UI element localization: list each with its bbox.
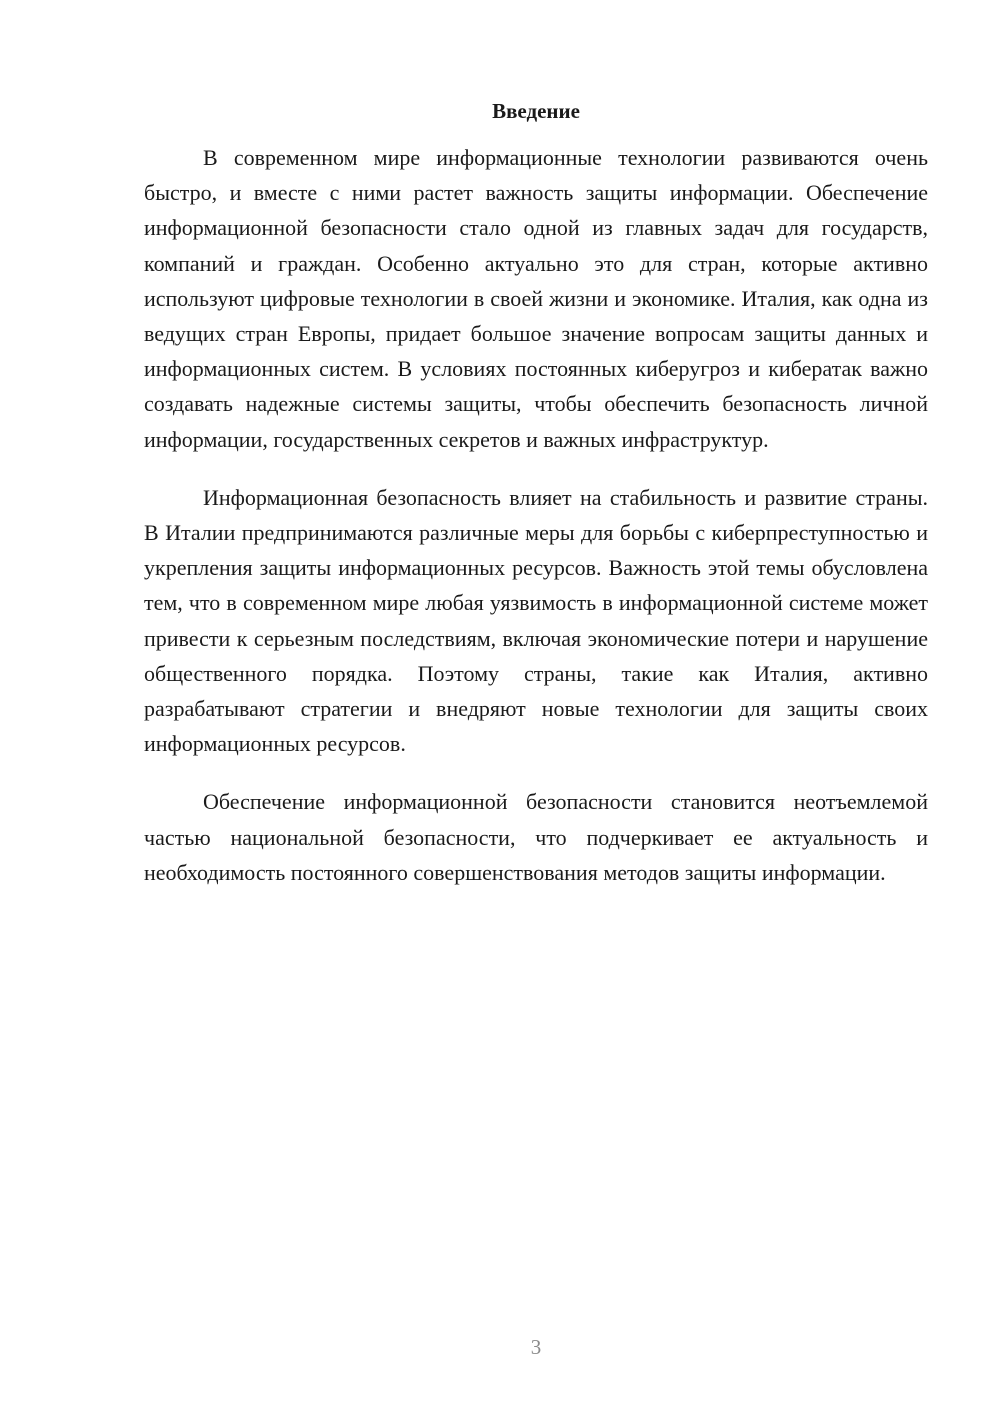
page-number: 3 bbox=[530, 1335, 542, 1359]
paragraph-3: Обеспечение информационной безопасности становится неотъемлемой частью национальной безопасности, что подчеркивает ее актуальность и необходимость постоянного совершенствования методов защиты информации. bbox=[144, 789, 928, 885]
paragraph-2: Информационная безопасность влияет на стабильность и развитие страны. В Италии предпринимаются различные меры для борьбы с киберпреступностью и укрепления защиты информационных ресурсов. Важность этой темы обусловлена тем, что в современном мире любая уязвимость в информационной системе может привести к серьезным последствиям, включая экономические потери и нарушение общественного порядка. Поэтому страны, такие как Италия, активно разрабатывают стратегии и внедряют новые технологии для защиты своих информационных ресурсов. bbox=[144, 484, 928, 757]
body-text bbox=[144, 140, 928, 913]
section-heading: Введение bbox=[492, 99, 580, 123]
paragraph-1: В современном мире информационные технологии развиваются очень быстро, и вместе с ними растет важность защиты информации. Обеспечение информационной безопасности стало одной из главных задач для государств, компаний и граждан. Особенно актуально это для стран, которые активно используют цифровые технологии в своей жизни и экономике. Италия, как одна из ведущих стран Европы, придает большое значение вопросам защиты данных и информационных систем. В условиях постоянных киберугроз и кибератак важно создавать надежные системы защиты, чтобы обеспечить безопасность личной информации, государственных секретов и важных инфраструктур. bbox=[144, 145, 928, 452]
